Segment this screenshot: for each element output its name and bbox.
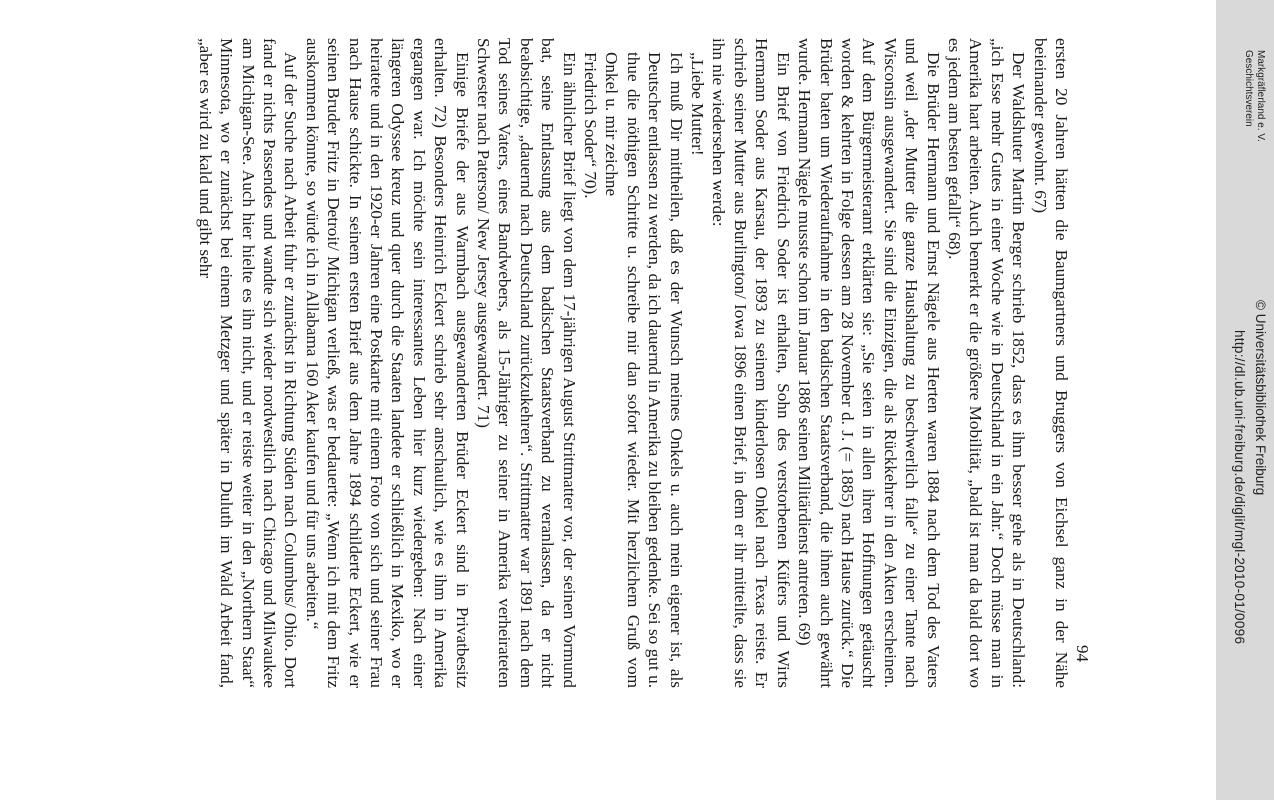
paragraph: Der Waldshuter Martin Berger schrieb 1852, dass es ihm besser gehe als in Deutschland: „ich Esse mehr Gutes in einer Woche wie in Deutschland in ein Jahr.“ Doch müsse man in Amerika hart arbeiten. Auch bemerkt er die größere Mobilität, „bald ist man da bald dort wo es jedem am besten gefallt“ 68).: [944, 38, 1029, 688]
copyright-notice: © Universitätsbibliothek Freiburg: [1253, 300, 1268, 496]
paragraph: ersten 20 Jahren hätten die Baumgartners und Bruggers von Eichsel ganz in der Nähe beieinander gewohnt. 67): [1030, 38, 1071, 688]
page-text-block: [132, 38, 1072, 688]
paragraph: Auf der Suche nach Arbeit fuhr er zunächst in Richtung Süden nach Columbus/ Ohio. Dort fand er nichts Passendes und wandte sich wieder nordwestlich nach Chicago und Milwaukee am Michigan-See. Auch hier hielte es ihn nicht, und er reiste weiter in den „Northern Staat“ Minnesota, wo er zunächst bei einem Metzger und später in Duluth im Wald Arbeit fand, „aber es wird zu kald und gibt sehr: [195, 38, 301, 688]
paragraph: „Liebe Mutter!: [688, 52, 708, 156]
society-name-line1: Geschichtsverein: [1243, 50, 1254, 127]
page-number: 94: [1073, 645, 1092, 662]
paragraph: Einige Briefe der aus Warmbach ausgewanderten Brüder Eckert sind in Privatbesitz erhalten. 72) Besonders Heinrich Eckert schrieb sehr anschaulich, wie es ihm in Amerika ergangen war. Ich möchte sein interessantes Leben hier kurz wiedergeben: Nach einer längeren Odyssee kreuz und quer durch die Staaten landete er schließlich in Mexiko, wo er heiratete und in den 1920-er Jahren eine Postkarte mit einem Foto von sich und seiner Frau nach Hause schickte. In seinem ersten Brief aus dem Jahre 1894 schilderte Eckert, wie er seinen Bruder Fritz in Detroit/ Michigan verließ, was er bedauerte: „Wenn ich mit dem Fritz auskommen könnte, so würde ich in Allabama 160 Aker kaufen und für uns arbeiten.“: [302, 38, 472, 688]
paragraph: Friedrich Soder“ 70).: [581, 52, 601, 199]
paragraph: Ein Brief von Friedrich Soder ist erhalten, Sohn des verstorbenen Küfers und Wirts Hermann Soder aus Karsau, der 1893 zu seinem kinderlosen Onkel nach Texas reiste. Er schrieb seiner Mutter aus Burlington/ Iowa 1896 einen Brief, in dem er ihr mitteilte, dass sie ihn nie wiedersehen werde:: [709, 38, 793, 688]
society-name-line2: Markgräflerland e. V.: [1255, 50, 1266, 142]
source-url[interactable]: http://dl.ub.uni-freiburg.de/diglit/mgl-2010-01/0096: [1232, 330, 1247, 645]
paragraph: Die Brüder Hermann und Ernst Nägele aus Herten waren 1884 nach dem Tod des Vaters und weil „der Mutter die ganze Haushaltung zu beschwerlich falle“ zu einer Tante nach Wisconsin ausgewandert. Sie sind die Einzigen, die als Rückkehrer in den Akten erscheinen. Auf dem Bürgermeisteramt erklärten sie: „Sie seien in allen ihren Hoffnungen getäuscht worden & kehrten in Folge dessen am 28 November d. J. (= 1885) nach Hause zurück.“ Die Brüder baten um Wiederaufnahme in den badischen Staatsverband, die ihnen auch gewährt wurde. Hermann Nägele musste schon im Januar 1886 seinen Militärdienst antreten. 69): [795, 38, 943, 688]
paragraph: Ich muß Dir mittheilen, daß es der Wunsch meines Onkels u. auch mein eigener ist, als Deutscher entlassen zu werden, da ich dauernd in Amerika zu bleiben gedenke. Sei so gut u. thue die nöthigen Schritte u. schreibe mir dan sofort wieder. Mit herzlichem Gruß vom Onkel u. mir zeichne: [602, 52, 686, 688]
paragraph: Ein ähnlicher Brief liegt von dem 17-jährigen August Strittmatter vor, der seinen Vormund bat, seine Entlassung aus dem badischen Staatsverband zu veranlassen, da er nicht beabsichtige, „dauernd nach Deutschland zurückzukehren“. Strittmatter war 1891 nach dem Tod seines Vaters, eines Bandwebers, als 15-Jähriger zu seiner in Amerika verheirateten Schwester nach Paterson/ New Jersey ausgewandert. 71): [474, 38, 579, 688]
